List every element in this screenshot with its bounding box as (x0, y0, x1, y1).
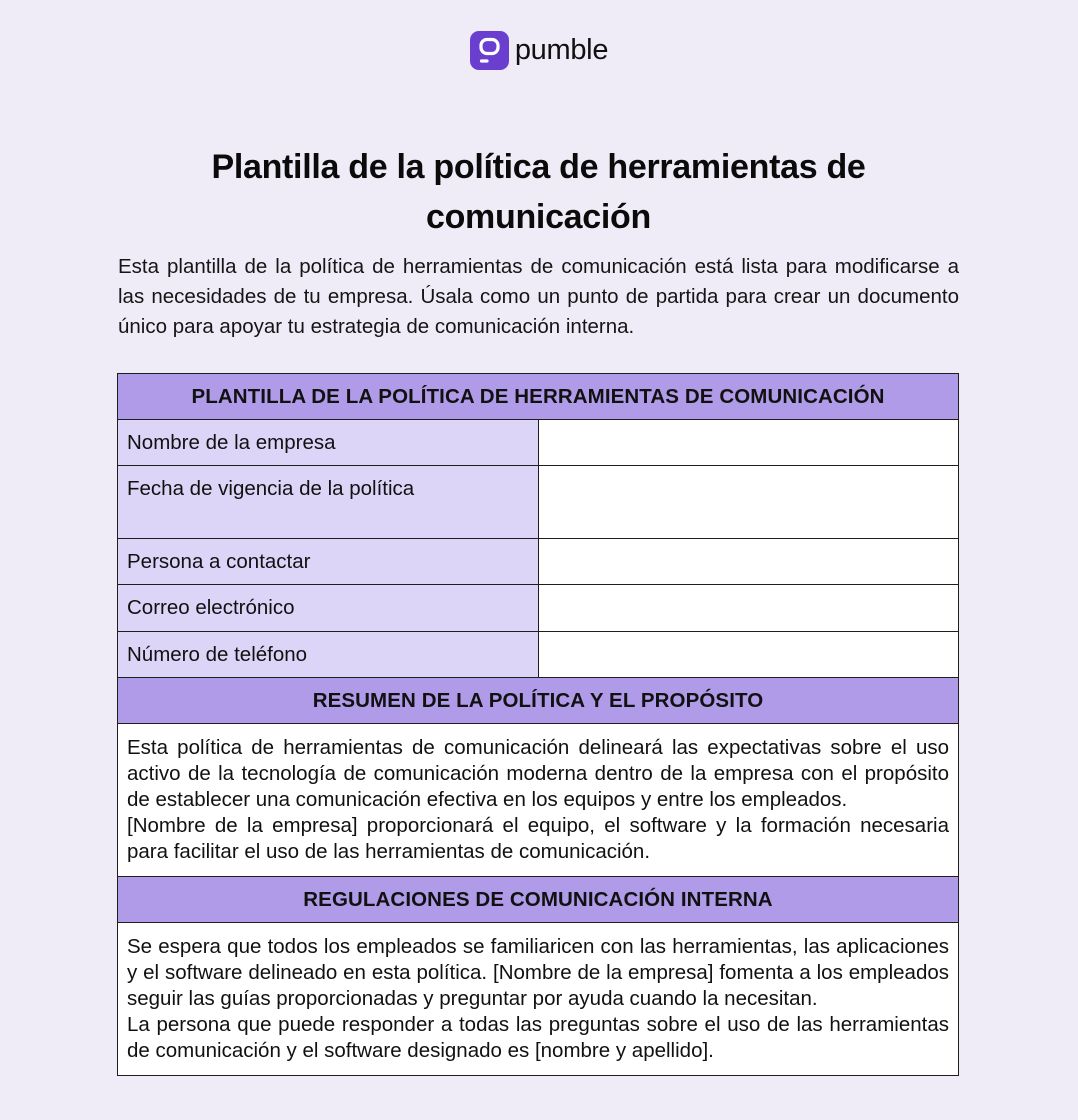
field-label-effective-date: Fecha de vigencia de la política (118, 466, 539, 539)
field-value-contact-person[interactable] (538, 539, 959, 585)
policy-form-table (117, 373, 959, 1076)
field-value-company-name[interactable] (538, 420, 959, 466)
section-header-internal-regulations: REGULACIONES DE COMUNICACIÓN INTERNA (118, 877, 959, 923)
summary-paragraph: Esta política de herramientas de comunicación delineará las expectativas sobre el uso activo de la tecnología de comunicación moderna dentro de la empresa con el propósito de establecer una comunicación efectiva en los equipos y entre los empleados. (127, 736, 949, 811)
regulations-paragraph: Se espera que todos los empleados se familiaricen con las herramientas, las aplicaciones y el software delineado en esta política. [Nombre de la empresa] fomenta a los empleados seguir las guías proporcionadas y preguntar por ayuda cuando la necesitan. (127, 935, 949, 1010)
document-title: Plantilla de la política de herramientas de comunicación (211, 148, 866, 236)
brand-name: pumble (514, 34, 609, 66)
field-value-email[interactable] (538, 585, 959, 632)
section-header-row-internal-regulations (118, 877, 959, 923)
field-value-phone[interactable] (538, 632, 959, 678)
field-row-effective-date (118, 466, 959, 539)
section-header-row-summary (118, 678, 959, 724)
field-value-effective-date[interactable] (538, 466, 959, 539)
field-label-email: Correo electrónico (118, 585, 539, 632)
brand-logo (0, 31, 1078, 70)
document-intro: Esta plantilla de la política de herramientas de comunicación está lista para modificarse a las necesidades de tu empresa. Úsala como un punto de partida para crear un documento único para apoyar tu estrategia de comunicación interna. (118, 255, 959, 338)
form-header: PLANTILLA DE LA POLÍTICA DE HERRAMIENTAS DE COMUNICACIÓN (118, 374, 959, 420)
field-row-contact-person (118, 539, 959, 585)
summary-paragraph: [Nombre de la empresa] proporcionará el equipo, el software y la formación necesaria para facilitar el uso de las herramientas de comunicación. (127, 814, 949, 863)
regulations-paragraph: La persona que puede responder a todas las preguntas sobre el uso de las herramientas de comunicación y el software designado es [nombre y apellido]. (127, 1013, 949, 1062)
section-body-summary (118, 724, 959, 877)
section-header-summary: RESUMEN DE LA POLÍTICA Y EL PROPÓSITO (118, 678, 959, 724)
field-label-phone: Número de teléfono (118, 632, 539, 678)
field-row-phone (118, 632, 959, 678)
field-row-email (118, 585, 959, 632)
section-body-internal-regulations (118, 923, 959, 1076)
form-header-row (118, 374, 959, 420)
field-row-company-name (118, 420, 959, 466)
pumble-logo-icon (470, 31, 509, 70)
section-body-row-summary (118, 724, 959, 877)
field-label-company-name: Nombre de la empresa (118, 420, 539, 466)
field-label-contact-person: Persona a contactar (118, 539, 539, 585)
section-body-row-internal-regulations (118, 923, 959, 1076)
